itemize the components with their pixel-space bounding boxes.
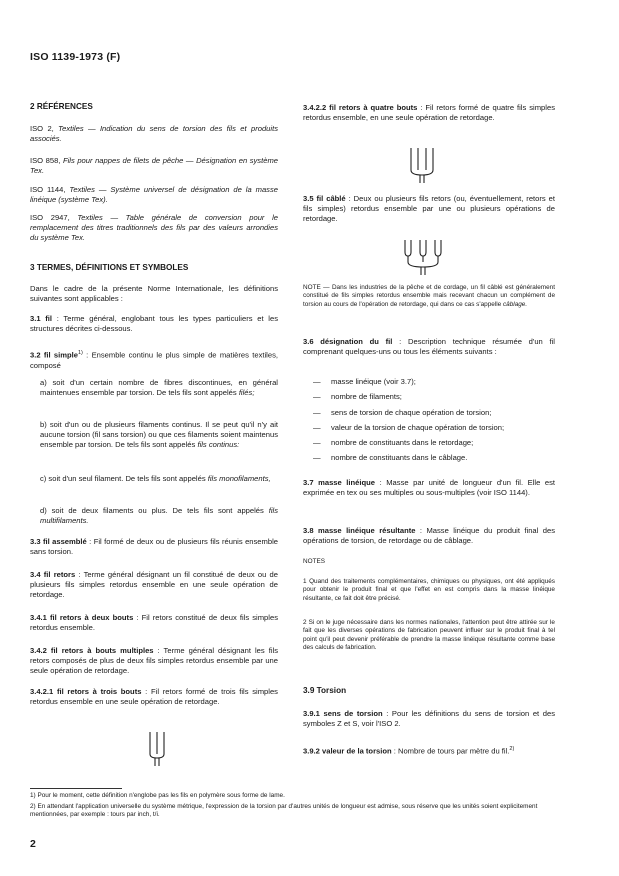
list-item: — masse linéique (voir 3.7); xyxy=(303,377,555,387)
definition-3-4-2-2: 3.4.2.2 fil retors à quatre bouts : Fil retors formé de quatre fils simples retordus ensemble, en une seule opération de retordage. xyxy=(303,103,555,123)
definition-3-8: 3.8 masse linéique résultante : Masse linéique du produit final des opérations de torsion, de retordage ou de câblage. xyxy=(303,526,555,546)
section-3-9-heading: 3.9 Torsion xyxy=(303,686,347,695)
three-ply-yarn-symbol xyxy=(145,732,169,768)
definition-3-4-1: 3.4.1 fil retors à deux bouts : Fil retors constitué de deux fils simples retordus ensemble. xyxy=(30,613,278,633)
note-1: 1 Quand des traitements complémentaires, chimiques ou physiques, ont été appliqués pour obtenir le produit final et que l'effet en est compris dans la masse linéique résultante, ce fait doit être précisé. xyxy=(303,578,555,602)
definition-3-4-2: 3.4.2 fil retors à bouts multiples : Terme général désignant les fils retors composés de plus de deux fils simples retordus ensemble par une seule opération de retordage. xyxy=(30,646,279,676)
section-2-heading: 2 RÉFÉRENCES xyxy=(30,102,93,111)
definition-3-6: 3.6 désignation du fil : Description technique résumée d'un fil comprenant quelques-uns ou tous les éléments suivants : xyxy=(303,337,555,357)
definition-3-4: 3.4 fil retors : Terme général désignant un fil constitué de deux ou de plusieurs fils simples retordus ensemble en une seule opération de retordage. xyxy=(30,570,278,600)
list-item: — nombre de constituants dans le retordage; xyxy=(303,438,555,448)
list-item: — nombre de constituants dans le câblage. xyxy=(303,453,555,463)
note-cabled-yarn: NOTE — Dans les industries de la pêche et de cordage, un fil câblé est généralement constitué de fils simples retordus ensemble mais recevant chacun un complément de torsion au cours de l'opération de retordage, qui dans ce cas s'appelle câblage. xyxy=(303,284,555,308)
definition-3-3: 3.3 fil assemblé : Fil formé de deux ou de plusieurs fils réunis ensemble sans torsion. xyxy=(30,537,278,557)
definition-3-5: 3.5 fil câblé : Deux ou plusieurs fils retors (ou, éventuellement, retors et fils simples) retordus ensemble par une ou plusieurs opérations de retordage. xyxy=(303,194,555,224)
document-header: ISO 1139-1973 (F) xyxy=(30,51,121,63)
definition-3-2-d: d) soit de deux filaments ou plus. De tels fils sont appelés fils multifilaments. xyxy=(40,506,278,526)
page-number: 2 xyxy=(30,838,36,850)
definition-3-2-c: c) soit d'un seul filament. De tels fils sont appelés fils monofilaments, xyxy=(40,474,271,483)
definition-3-2-b: b) soit d'un ou de plusieurs filaments continus. Il se peut qu'il n'y ait aucune torsion (fil sans torsion) ou que ces filaments soient maintenus ensemble par torsion. De tels fils sont appelés fils continus: xyxy=(40,420,278,450)
four-ply-yarn-symbol xyxy=(407,148,437,184)
reference-iso-858: ISO 858, Fils pour nappes de filets de pêche — Désignation en système Tex. xyxy=(30,156,278,176)
definition-3-1: 3.1 fil : Terme général, englobant tous les types particuliers et les structures décrites ci-dessous. xyxy=(30,314,279,334)
section-3-heading: 3 TERMES, DÉFINITIONS ET SYMBOLES xyxy=(30,263,189,272)
definition-3-4-2-1: 3.4.2.1 fil retors à trois bouts : Fil retors formé de trois fils simples retordus ensemble en une seule opération de retordage. xyxy=(30,687,278,707)
definition-3-2-a: a) soit d'un certain nombre de fibres discontinues, en général maintenues ensemble par torsion. De tels fils sont appelés filés; xyxy=(40,378,278,398)
definition-3-7: 3.7 masse linéique : Masse par unité de longueur d'un fil. Elle est exprimée en tex ou ses multiples ou sous-multiples (voir ISO 1144). xyxy=(303,478,555,498)
cabled-yarn-symbol xyxy=(402,240,446,276)
list-item: — nombre de filaments; xyxy=(303,392,555,402)
definition-3-9-2: 3.9.2 valeur de la torsion : Nombre de tours par mètre du fil.$^{2)}$ xyxy=(303,746,515,756)
designation-list xyxy=(303,377,555,464)
reference-iso-2947: ISO 2947, Textiles — Table générale de conversion pour le remplacement des titres traditionnels des fils par des valeurs arrondies du système Tex. xyxy=(30,213,278,243)
footnote-separator xyxy=(30,788,122,789)
list-item: — valeur de la torsion de chaque opération de torsion; xyxy=(303,423,555,433)
definition-3-2: 3.2 fil simple$^{1)}$ : Ensemble continu le plus simple de matières textiles, composé xyxy=(30,350,278,370)
notes-heading: NOTES xyxy=(303,558,326,565)
footnote-1: 1) Pour le moment, cette définition n'englobe pas les fils en polymère sous forme de lame. xyxy=(30,792,285,799)
definition-3-9-1: 3.9.1 sens de torsion : Pour les définitions du sens de torsion et des symboles Z et S, voir l'ISO 2. xyxy=(303,709,556,729)
list-item: — sens de torsion de chaque opération de torsion; xyxy=(303,408,555,418)
section-3-intro: Dans le cadre de la présente Norme Internationale, les définitions suivantes sont applicables : xyxy=(30,284,278,304)
note-2: 2 Si on le juge nécessaire dans les normes nationales, l'attention peut être attirée sur le fait que les diverses opérations de fabrication peuvent influer sur le produit final à tel point qu'il peut devenir préférable de prendre la masse linéique résultante comme base des calculs de fabrication. xyxy=(303,619,555,651)
reference-iso-2: ISO 2, Textiles — Indication du sens de torsion des fils et produits associés. xyxy=(30,124,278,144)
footnote-2: 2) En attendant l'application universelle du système métrique, l'expression de la torsion par d'autres unités de longueur est admise, sous réserve que les unités soient explicitement mentionnées, par exemple : tours par inch, t/i. xyxy=(30,803,538,819)
reference-iso-1144: ISO 1144, Textiles — Système universel de désignation de la masse linéique (système Tex). xyxy=(30,185,278,205)
